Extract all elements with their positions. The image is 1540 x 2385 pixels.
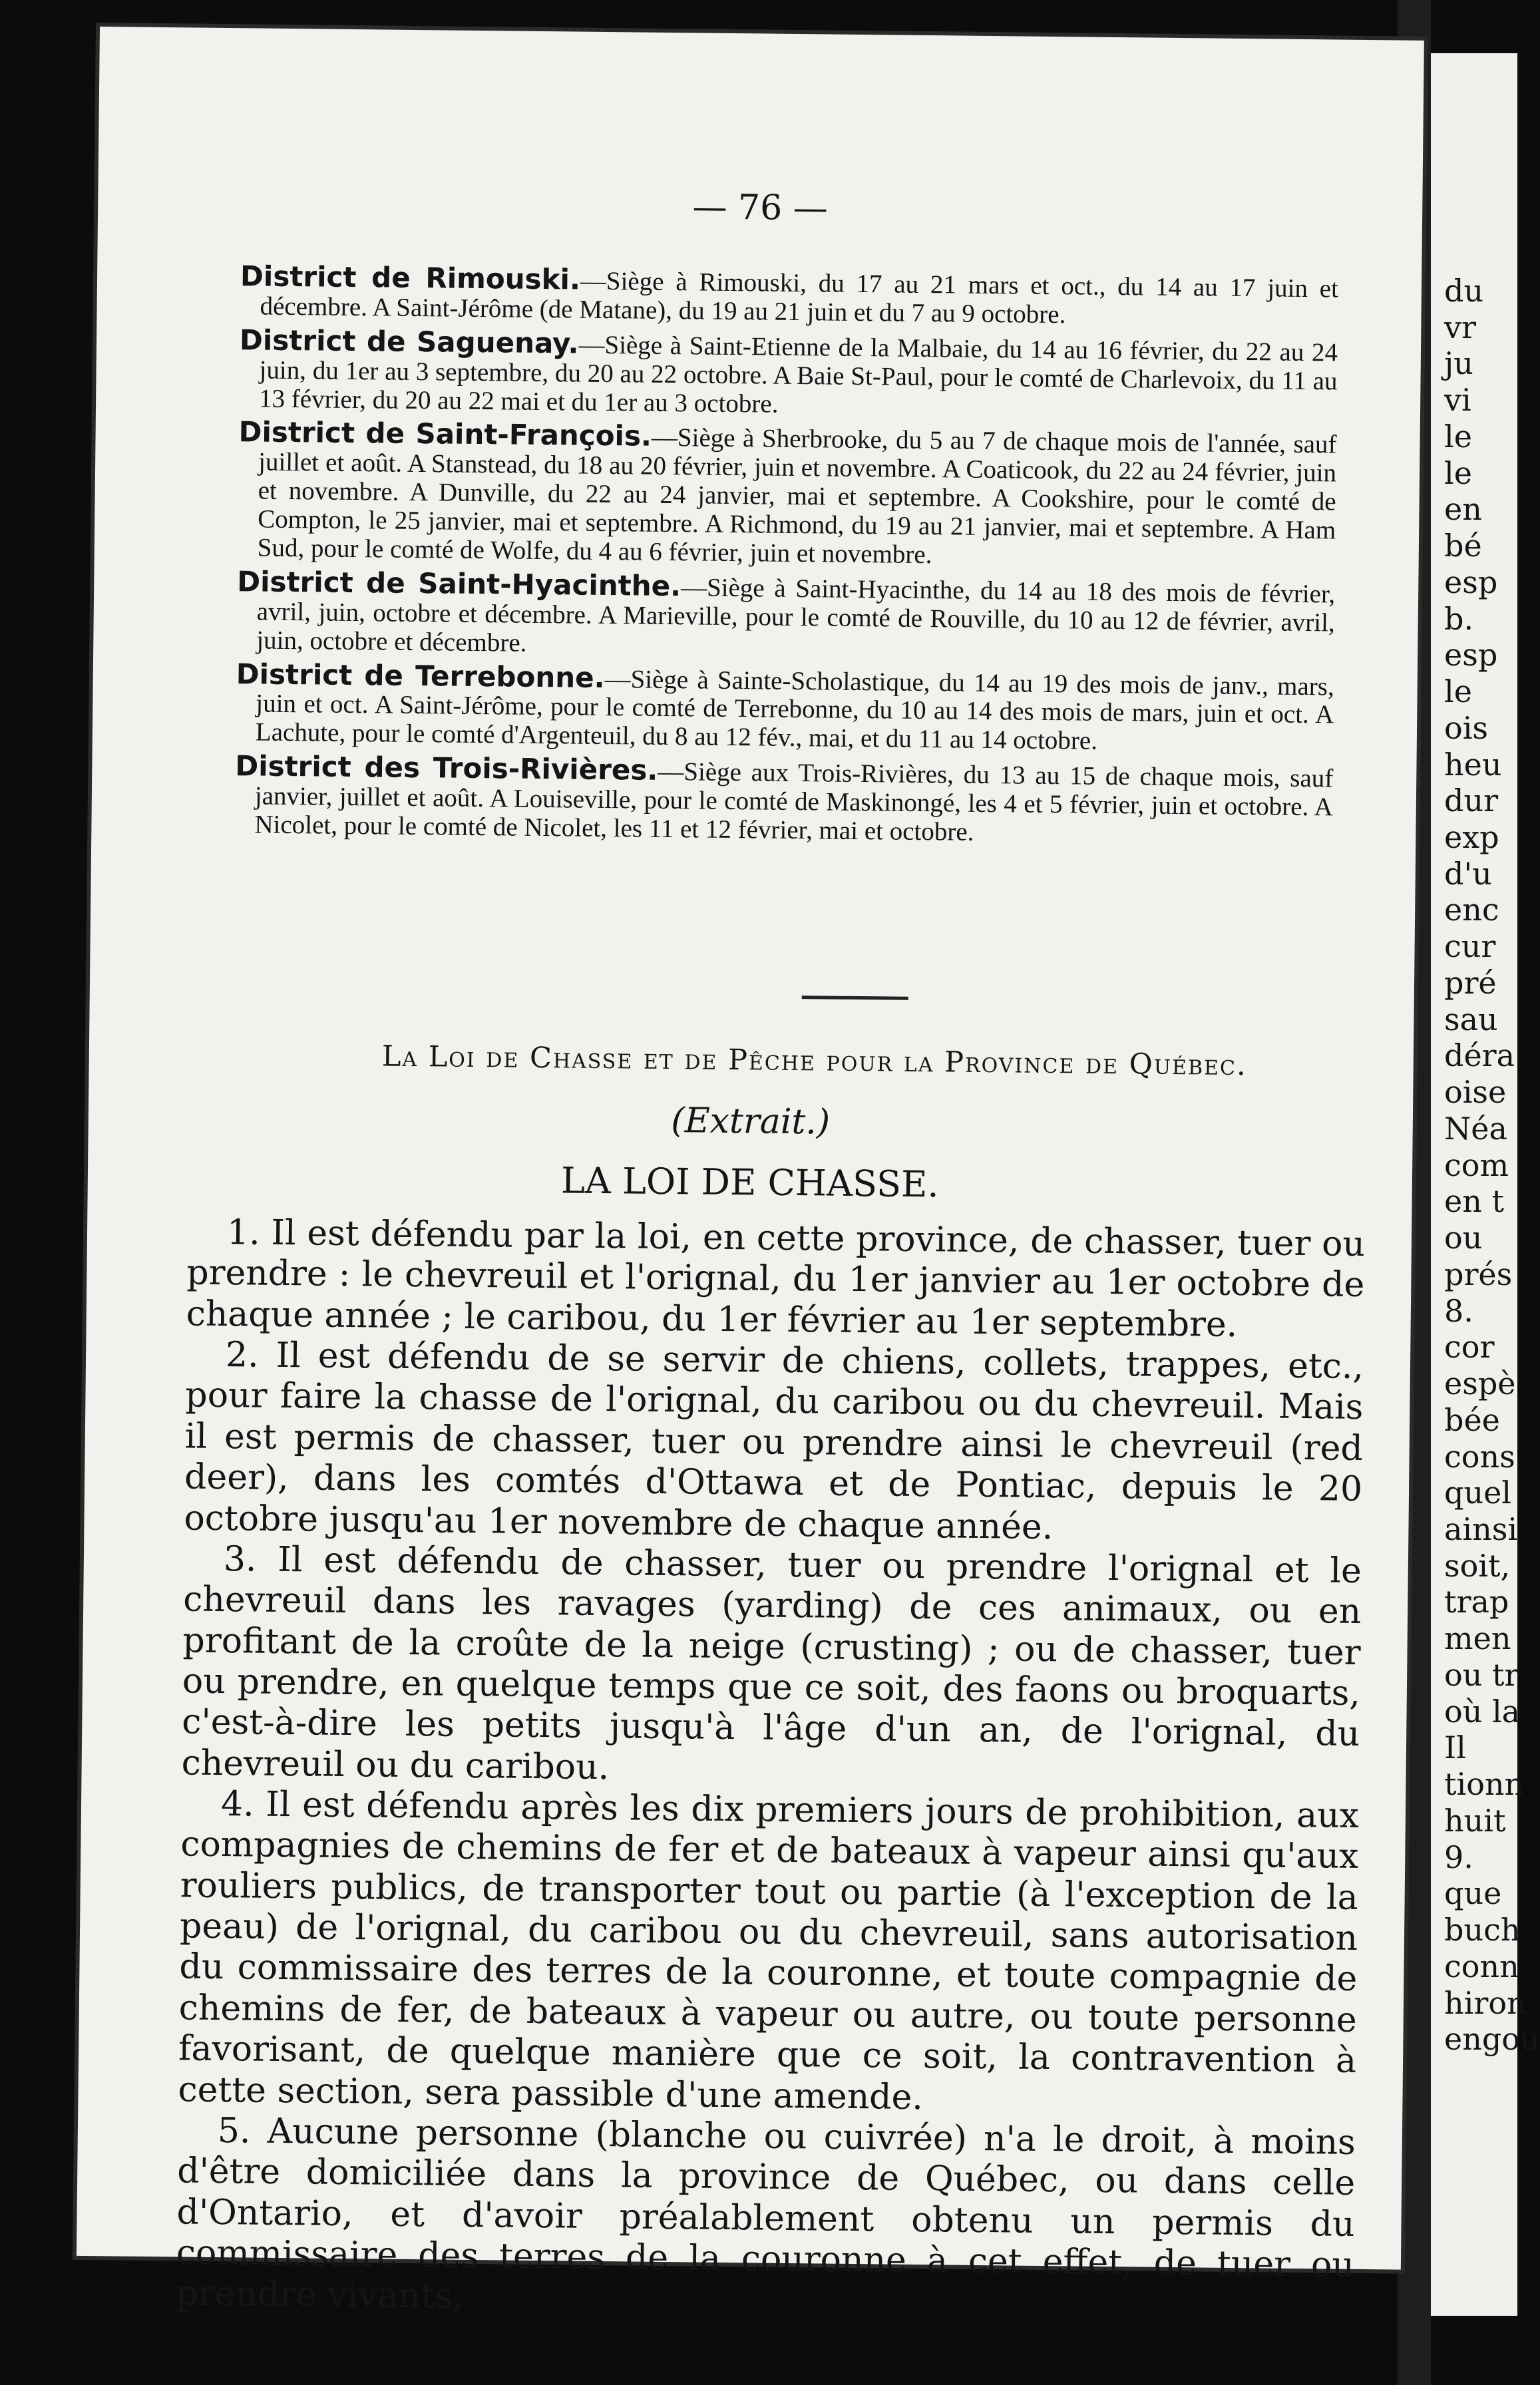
facing-fragment: pré <box>1444 964 1497 1001</box>
facing-fragment: ainsi <box>1444 1511 1518 1547</box>
district-text: —Siège aux Trois-Rivières, du 13 au 15 de chaque mois, sauf janvier, juillet et août. A Louiseville, pour le comté de Maskinongé, les 4 et 5 février, juin et octobre. A Nicolet, pour le comté de Nicolet, les 11 et 12 février, mai et octobre. <box>254 757 1334 846</box>
district-entry <box>236 566 1335 666</box>
law-title: La Loi de Chasse et de Pêche pour la Province de Québec. <box>381 1039 1247 1083</box>
facing-fragment: d'u <box>1444 855 1492 892</box>
facing-fragment: vr <box>1444 309 1476 345</box>
district-name: District des Trois-Rivières. <box>235 749 658 787</box>
article-2: 2. Il est défendu de se servir de chiens, collets, trappes, etc., pour faire la chasse de l'orignal, du caribou ou du chevreuil. Mais il est permis de chasser, tuer ou prendre ainsi le chevreuil (red deer), dans les comtés d'Ottawa et de Pontiac, depuis le 20 octobre jusqu'au 1er novembre de chaque année. <box>184 1335 1364 1547</box>
facing-fragment: le <box>1444 455 1472 491</box>
district-text: —Siège à Saint-Hyacinthe, du 14 au 18 des mois de février, avril, juin, octobre et décembre. A Marieville, pour le comté de Rouville, du 10 au 12 de février, avril, juin, octobre et décembre. <box>256 573 1336 657</box>
article-5: 5. Aucune personne (blanche ou cuivrée) n'a le droit, à moins d'être domiciliée dans la province de Québec, ou dans celle d'Ontario, et d'avoir préalablement obtenu un permis du commissaire des terres de la couronne à cet effet, de tuer ou prendre vivants, <box>176 2110 1356 2317</box>
facing-fragment: com <box>1444 1147 1509 1183</box>
district-entry <box>239 325 1338 425</box>
article-1: 1. Il est défendu par la loi, en cette province, de chasser, tuer ou prendre : le chevreuil et l'orignal, du 1er janvier au 1er octobre de chaque année ; le caribou, du 1er février au 1er septembre. <box>186 1212 1366 1345</box>
section-divider <box>802 996 908 1000</box>
facing-fragment: en t <box>1444 1183 1504 1220</box>
page-number: — 76 — <box>692 187 829 229</box>
district-text: —Siège à Saint-Etienne de la Malbaie, du 14 au 16 février, du 22 au 24 juin, du 1er au 3 septembre, du 20 au 22 octobre. A Baie St-Paul, pour le comté de Charlevoix, du 11 au 13 février, du 20 au 22 mai et du 1er au 3 octobre. <box>258 330 1338 419</box>
facing-fragment: le <box>1444 418 1472 455</box>
law-articles <box>176 1212 1365 2326</box>
district-name: District de Saguenay. <box>239 323 579 360</box>
facing-fragment: exp <box>1444 819 1499 856</box>
district-entry <box>238 417 1337 574</box>
facing-fragment: le <box>1444 673 1472 710</box>
facing-fragment: esp <box>1444 564 1498 600</box>
facing-fragment: sau <box>1444 1001 1498 1037</box>
district-text: —Siège à Sherbrooke, du 5 au 7 de chaque mois de l'année, sauf juillet et août. A Stanstead, du 18 au 20 février, juin et novembre. A Coaticook, du 22 au 24 février, juin et novembre. A Dunville, du 22 au 24 janvier, mai et septembre. A Cookshire, pour le comté de Compton, le 25 janvier, mai et septembre. A Richmond, du 19 au 21 janvier, mai et septembre. A Ham Sud, pour le comté de Wolfe, du 4 au 6 février, juin et novembre. <box>257 423 1337 570</box>
facing-fragment: du <box>1444 273 1484 309</box>
facing-fragment: esp <box>1444 637 1498 673</box>
extrait-label: (Extrait.) <box>671 1101 831 1143</box>
facing-fragment: que <box>1444 1875 1502 1912</box>
facing-page-edge <box>1431 53 1540 2316</box>
facing-fragment: soit, <box>1444 1547 1511 1584</box>
district-entry <box>240 261 1338 332</box>
facing-fragment: trap <box>1444 1584 1509 1620</box>
facing-fragment: bé <box>1444 528 1482 564</box>
district-name: District de Terrebonne. <box>236 657 605 694</box>
article-4: 4. Il est défendu après les dix premiers jours de prohibition, aux compagnies de chemins de fer et de bateaux à vapeur ainsi qu'aux rouliers publics, de transporter tout ou partie (à l'exception de la peau) de l'orignal, du caribou ou du chevreuil, sans autorisation du commissaire des terres de la couronne, et toute compagnie de chemins de fer, de bateaux à vapeur ou autre, ou toute personne favorisant, de quelque manière que ce soit, la contravention à cette section, sera passible d'une amende. <box>178 1784 1360 2117</box>
district-name: District de Saint-François. <box>238 415 652 453</box>
facing-fragment: cur <box>1444 928 1496 965</box>
facing-fragment: où la <box>1444 1693 1521 1730</box>
facing-fragment: cons <box>1444 1438 1515 1475</box>
section-title: LA LOI DE CHASSE. <box>560 1159 939 1206</box>
facing-fragment: cor <box>1444 1329 1495 1366</box>
facing-fragment: hiron <box>1444 1984 1527 2021</box>
district-entry <box>234 751 1333 850</box>
facing-fragment: tionn <box>1444 1766 1525 1803</box>
facing-fragment: buch <box>1444 1912 1521 1948</box>
facing-fragment: b. <box>1444 600 1474 637</box>
article-3: 3. Il est défendu de chasser, tuer ou prendre l'orignal et le chevreuil dans les ravages (yarding) de ces animaux, ou en profitant de la croûte de la neige (crusting) ; ou de chasser, tuer ou prendre, en quelque temps que ce soit, des faons ou broquarts, c'est-à-dire les petits jusqu'à l'âge d'un an, de l'orignal, du chevreuil ou du caribou. <box>181 1539 1362 1787</box>
facing-fragment: conn <box>1444 1948 1519 1984</box>
district-text: —Siège à Sainte-Scholastique, du 14 au 19 des mois de janv., mars, juin et oct. A Saint-Jérôme, pour le comté de Terrebonne, du 10 au 14 des mois de mars, juin et oct. A Lachute, pour le comté d'Argenteuil, du 8 au 12 fév., mai, et du 11 au 14 octobre. <box>255 664 1334 756</box>
facing-fragment: 9. <box>1444 1839 1473 1875</box>
facing-fragment: enc <box>1444 892 1499 928</box>
facing-fragment: oise <box>1444 1074 1507 1111</box>
facing-fragment: 8. <box>1444 1292 1473 1329</box>
court-districts <box>234 261 1338 854</box>
facing-fragment: vi <box>1444 382 1471 419</box>
facing-fragment: huit <box>1444 1802 1506 1839</box>
facing-fragment: Il <box>1444 1730 1466 1766</box>
facing-fragment: prés <box>1444 1256 1513 1292</box>
facing-fragment: déra <box>1444 1037 1515 1074</box>
book-page <box>77 27 1424 2317</box>
facing-fragment: bée <box>1444 1401 1500 1438</box>
facing-fragment: espè <box>1444 1366 1516 1402</box>
district-name: District de Saint-Hyacinthe. <box>237 565 681 603</box>
facing-fragment: men <box>1444 1620 1511 1657</box>
facing-fragment: ois <box>1444 709 1489 746</box>
district-text: —Siège à Rimouski, du 17 au 21 mars et oct., du 14 au 17 juin et décembre. A Saint-Jérôme (de Matane), du 19 au 21 juin et du 7 au 9 octobre. <box>260 266 1339 329</box>
facing-fragment: en <box>1444 491 1482 528</box>
facing-fragment: engou <box>1444 2021 1540 2058</box>
facing-fragment: heu <box>1444 746 1502 783</box>
facing-fragment: ou <box>1444 1220 1483 1256</box>
district-entry <box>236 659 1334 759</box>
facing-fragment: ju <box>1444 345 1473 382</box>
facing-fragment: quel <box>1444 1475 1512 1511</box>
district-name: District de Rimouski. <box>240 260 581 296</box>
facing-fragment: ou tr <box>1444 1656 1519 1693</box>
facing-fragment: dur <box>1444 783 1499 819</box>
facing-fragment: Néa <box>1444 1110 1507 1147</box>
